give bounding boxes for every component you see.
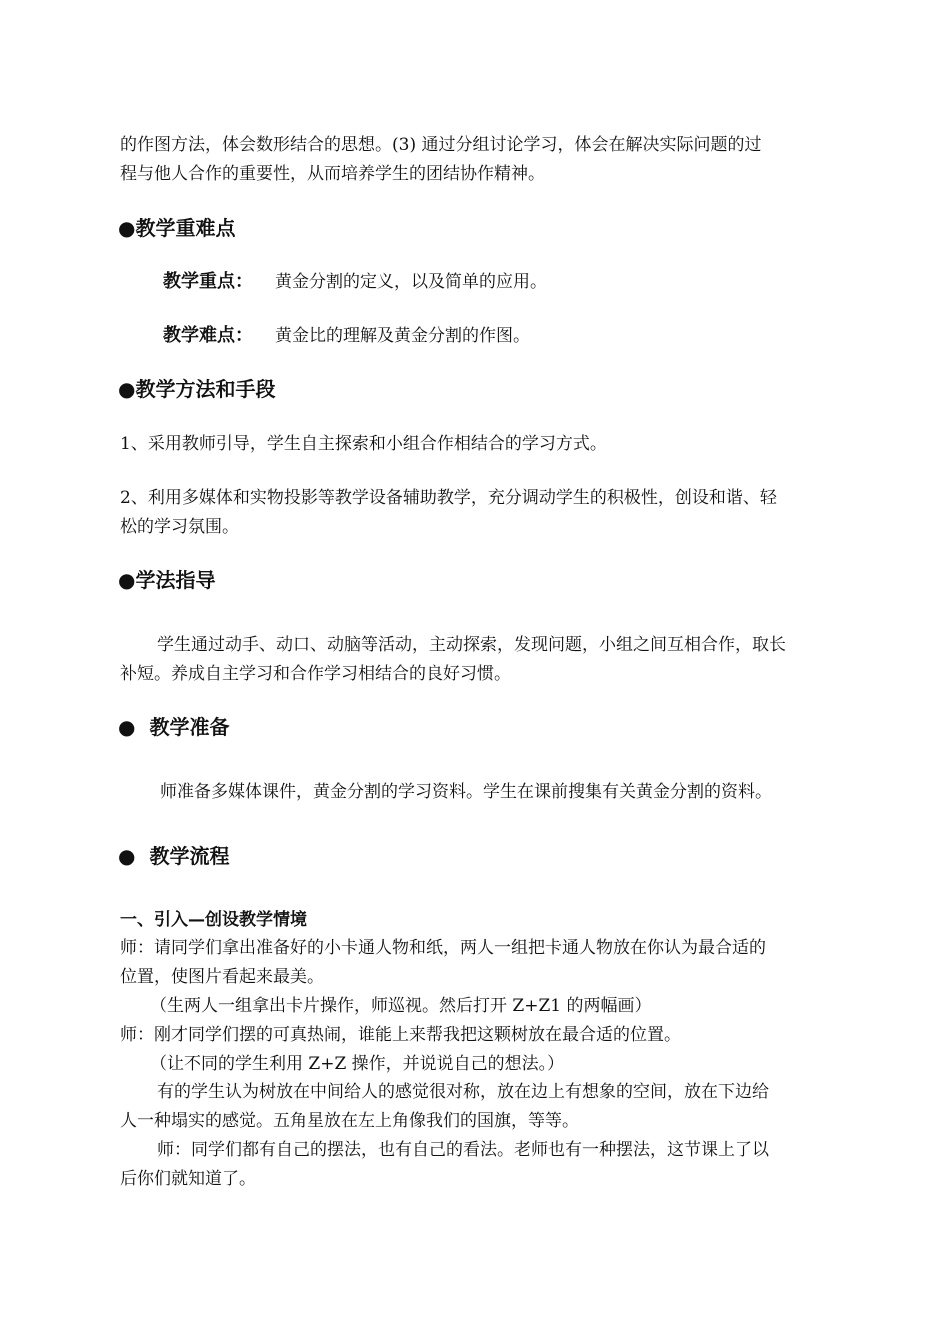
bullet-icon: ● bbox=[118, 568, 136, 592]
guidance-line-1: 学生通过动手、动口、动脑等活动，主动探索，发现问题，小组之间互相合作，取长 bbox=[157, 635, 786, 655]
methods-item-1: 1、采用教师引导，学生自主探索和小组合作相结合的学习方式。 bbox=[120, 434, 607, 454]
teaching-difficulty bbox=[163, 322, 530, 350]
process-p2: （生两人一组拿出卡片操作，师巡视。然后打开 Z+Z1 的两幅画） bbox=[150, 996, 652, 1016]
guidance-heading-text: 学法指导 bbox=[135, 568, 216, 592]
preparation-heading-text: 教学准备 bbox=[149, 715, 230, 739]
key-points-heading bbox=[118, 213, 235, 243]
methods-heading bbox=[118, 374, 275, 404]
methods-heading-text: 教学方法和手段 bbox=[135, 377, 276, 401]
bullet-icon: ● bbox=[118, 216, 136, 240]
process-p5-line-1: 有的学生认为树放在中间给人的感觉很对称，放在边上有想象的空间，放在下边给 bbox=[157, 1082, 769, 1102]
bullet-icon: ● bbox=[118, 377, 136, 401]
teaching-focus-label: 教学重点： bbox=[163, 271, 253, 292]
preparation-text: 师准备多媒体课件，黄金分割的学习资料。学生在课前搜集有关黄金分割的资料。 bbox=[160, 782, 772, 802]
process-p1-line-1: 师：请同学们拿出准备好的小卡通人物和纸，两人一组把卡通人物放在你认为最合适的 bbox=[120, 938, 766, 958]
process-p6-line-1: 师：同学们都有自己的摆法，也有自己的看法。老师也有一种摆法，这节课上了以 bbox=[157, 1140, 769, 1160]
guidance-heading bbox=[118, 565, 215, 595]
process-p6-line-2: 后你们就知道了。 bbox=[120, 1169, 256, 1189]
methods-item-2-line-1: 2、利用多媒体和实物投影等教学设备辅助教学，充分调动学生的积极性，创设和谐、轻 bbox=[120, 488, 777, 508]
process-heading-text: 教学流程 bbox=[149, 844, 230, 868]
key-points-heading-text: 教学重难点 bbox=[135, 216, 236, 240]
process-p4: （让不同的学生利用 Z+Z 操作，并说说自己的想法。） bbox=[150, 1054, 565, 1074]
process-p1-line-2: 位置，使图片看起来最美。 bbox=[120, 967, 324, 987]
process-p5-line-2: 人一种塌实的感觉。五角星放在左上角像我们的国旗，等等。 bbox=[120, 1111, 579, 1131]
intro-line-2: 程与他人合作的重要性，从而培养学生的团结协作精神。 bbox=[120, 164, 545, 184]
preparation-heading bbox=[118, 712, 229, 742]
teaching-difficulty-label: 教学难点： bbox=[163, 325, 253, 346]
process-heading bbox=[118, 841, 229, 871]
bullet-icon: ● bbox=[118, 844, 136, 868]
teaching-focus bbox=[163, 268, 547, 296]
bullet-icon: ● bbox=[118, 715, 136, 739]
teaching-focus-text: 黄金分割的定义，以及简单的应用。 bbox=[275, 272, 547, 292]
intro-line-1: 的作图方法，体会数形结合的思想。(3) 通过分组讨论学习，体会在解决实际问题的过 bbox=[120, 135, 762, 155]
process-p3: 师：刚才同学们摆的可真热闹，谁能上来帮我把这颗树放在最合适的位置。 bbox=[120, 1025, 681, 1045]
teaching-difficulty-text: 黄金比的理解及黄金分割的作图。 bbox=[275, 326, 530, 346]
methods-item-2-line-2: 松的学习氛围。 bbox=[120, 517, 239, 537]
guidance-line-2: 补短。养成自主学习和合作学习相结合的良好习惯。 bbox=[120, 664, 511, 684]
process-section-title: 一、引入—创设教学情境 bbox=[120, 910, 307, 930]
